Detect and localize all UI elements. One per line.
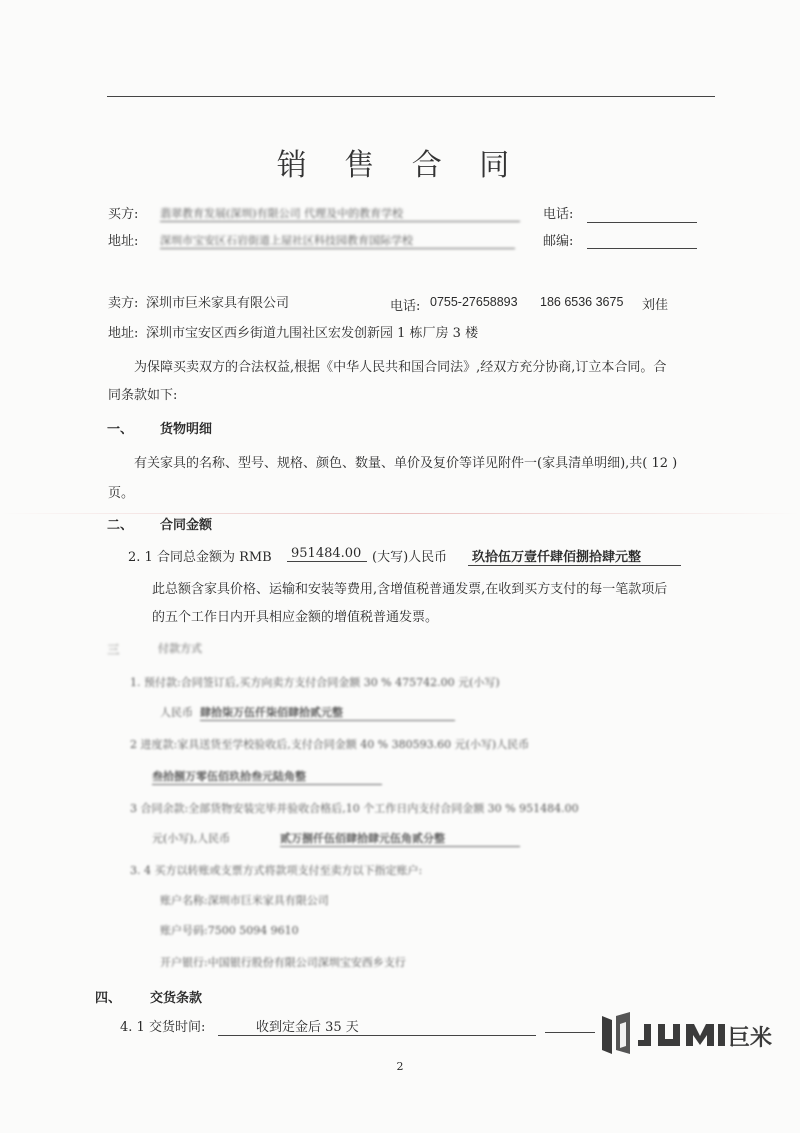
amount-prefix: 2. 1 合同总金额为 RMB bbox=[128, 550, 272, 565]
buyer-phone-blank bbox=[587, 222, 697, 223]
section-2-number: 二、 bbox=[107, 518, 134, 533]
seller-mobile: 186 6536 3675 bbox=[540, 295, 624, 309]
buyer-address-label: 地址: bbox=[108, 234, 139, 249]
page-title: 销 售 合 同 bbox=[276, 148, 524, 183]
seller-label: 卖方: bbox=[108, 296, 139, 311]
seller-name: 深圳市巨米家具有限公司 bbox=[146, 296, 290, 311]
section-4-number: 四、 bbox=[95, 991, 122, 1006]
jumi-logo-mark-icon bbox=[600, 1010, 790, 1060]
section-2-line-3: 的五个工作日内开具相应金额的增值税普通发票。 bbox=[152, 610, 439, 625]
delivery-value: 收到定金后 35 天 bbox=[218, 1016, 536, 1036]
payment-item-3-words: 贰万捌仟伍佰肆拾肆元伍角贰分整 bbox=[280, 830, 520, 847]
section-1-title: 货物明细 bbox=[160, 422, 213, 437]
seller-phone-label: 电话: bbox=[390, 299, 421, 314]
header-rule bbox=[107, 96, 715, 97]
buyer-postcode-blank bbox=[587, 248, 697, 249]
delivery-line-ext bbox=[545, 1032, 595, 1033]
section-3-number: 三 bbox=[107, 642, 120, 657]
jumi-logo bbox=[600, 1010, 790, 1060]
buyer-phone-label: 电话: bbox=[543, 207, 574, 222]
section-2-line-2: 此总额含家具价格、运输和安装等费用,含增值税普通发票,在收到买方支付的每一笔款项后 bbox=[152, 582, 668, 597]
buyer-label: 买方: bbox=[108, 207, 139, 222]
amount-number: 951484.00 bbox=[287, 546, 367, 562]
account-number: 账户号码:7500 5094 9610 bbox=[160, 924, 299, 937]
payment-item-1-rmb: 人民币 bbox=[160, 706, 193, 719]
payment-item-2-words: 叁拾捌万零伍佰玖拾叁元陆角整 bbox=[152, 768, 382, 785]
section-1-line-2: 页。 bbox=[108, 486, 135, 501]
buyer-address: 深圳市宝安区石岩街道上屋社区科技园教育国际学校 bbox=[160, 232, 515, 249]
seller-contact: 刘佳 bbox=[642, 298, 669, 313]
section-3-title: 付款方式 bbox=[158, 642, 202, 655]
amount-words: 玖拾伍万壹仟肆佰捌拾肆元整 bbox=[468, 546, 681, 566]
account-name: 账户名称:深圳市巨米家具有限公司 bbox=[160, 894, 329, 907]
payment-item-1: 1. 预付款:合同签订后,买方向卖方支付合同金额 30 % 475742.00 元(小写) bbox=[130, 676, 500, 689]
amount-mid: (大写)人民币 bbox=[372, 550, 448, 565]
section-1-line-1: 有关家具的名称、型号、规格、颜色、数量、单价及复价等详见附件一(家具清单明细),共( 12 ) bbox=[134, 456, 678, 471]
section-1-number: 一、 bbox=[107, 422, 134, 437]
payment-item-1-words: 肆拾柒万伍仟柒佰肆拾贰元整 bbox=[200, 704, 455, 721]
payment-item-3-rmb: 元(小写),人民币 bbox=[152, 832, 231, 845]
seller-address: 深圳市宝安区西乡街道九围社区宏发创新园 1 栋厂房 3 楼 bbox=[146, 326, 479, 341]
payment-item-2: 2 进度款:家具送货至学校验收后,支付合同金额 40 % 380593.60 元(小写)人民币 bbox=[130, 738, 530, 751]
buyer-name: 翡翠教育发展(深圳)有限公司 代理及中的教育学校 bbox=[160, 205, 520, 222]
bank-name: 开户银行:中国银行股份有限公司深圳宝安西乡支行 bbox=[160, 956, 406, 969]
svg-text:巨米: 巨米 bbox=[728, 1026, 773, 1051]
payment-item-3: 3 合同余款:全部货物安装完毕并验收合格后,10 个工作日内支付合同金额 30 % 951484.00 bbox=[130, 802, 579, 815]
buyer-postcode-label: 邮编: bbox=[543, 234, 574, 249]
payment-item-4: 3. 4 买方以转账或支票方式将款项支付至卖方以下指定账户: bbox=[130, 864, 423, 877]
section-2-title: 合同金额 bbox=[160, 518, 213, 533]
intro-line-1: 为保障买卖双方的合法权益,根据《中华人民共和国合同法》,经双方充分协商,订立本合同。合 bbox=[134, 360, 667, 375]
page-number: 2 bbox=[396, 1060, 404, 1073]
section-4-title: 交货条款 bbox=[150, 991, 203, 1006]
seller-phone: 0755-27658893 bbox=[430, 295, 518, 309]
intro-line-2: 同条款如下: bbox=[108, 388, 178, 403]
seller-address-label: 地址: bbox=[108, 326, 139, 341]
delivery-label: 4. 1 交货时间: bbox=[120, 1020, 206, 1035]
